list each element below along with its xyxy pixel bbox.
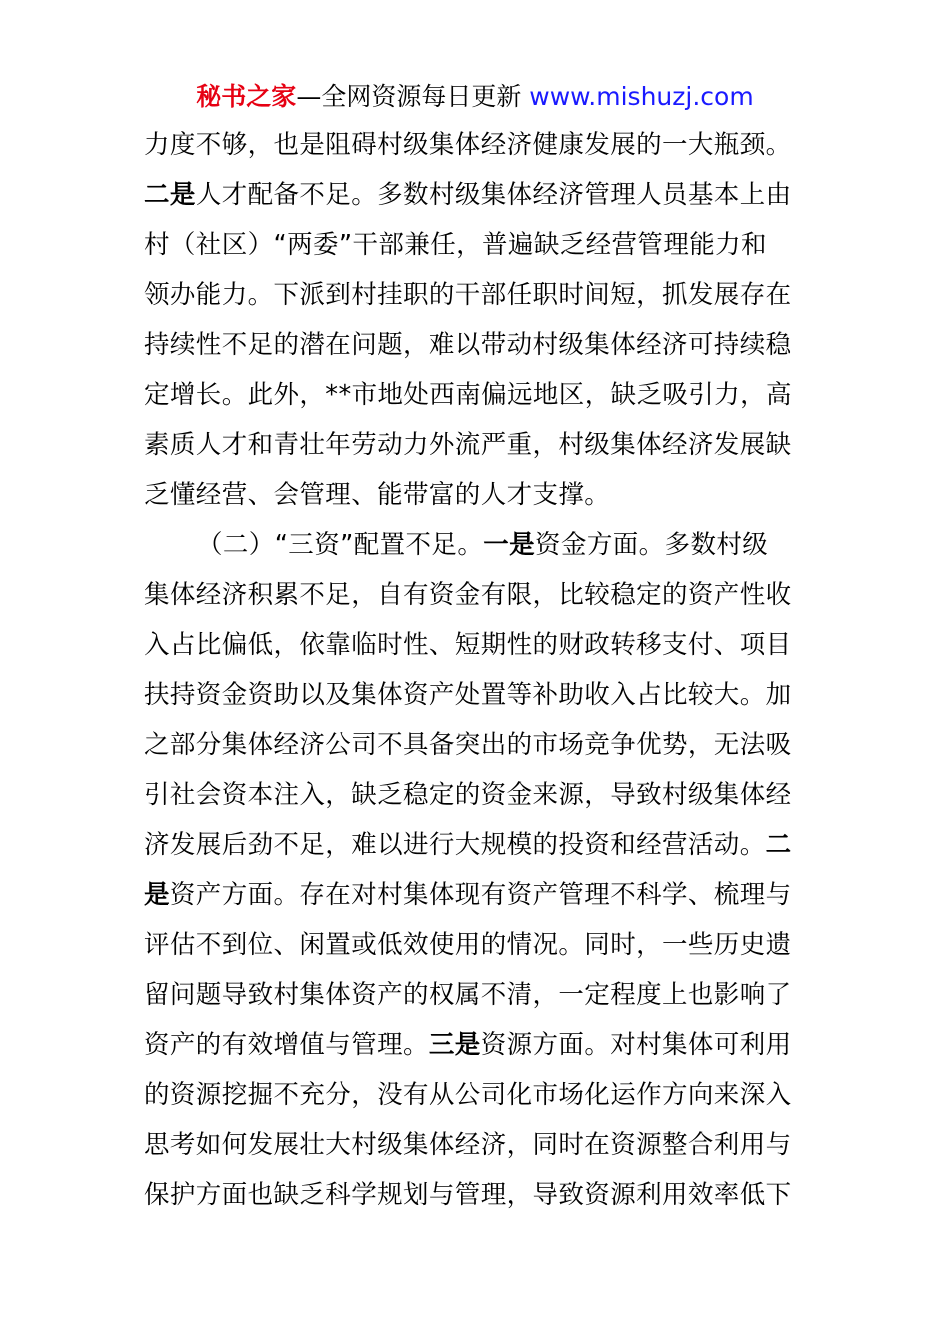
text-line: 思考如何发展壮大村级集体经济，同时在资源整合利用与 (144, 1130, 792, 1160)
text-line: 是资产方面。存在对村集体现有资产管理不科学、梳理与 (144, 880, 792, 910)
text-line: 乏懂经营、会管理、能带富的人才支撑。 (144, 480, 611, 510)
text-line: 济发展后劲不足，难以进行大规模的投资和经营活动。二 (144, 830, 792, 860)
section-heading-line: （二）“三资”配置不足。一是资金方面。多数村级 (197, 530, 769, 560)
text-line: 力度不够，也是阻碍村级集体经济健康发展的一大瓶颈。 (144, 130, 792, 160)
text-line: 资产的有效增值与管理。三是资源方面。对村集体可利用 (144, 1030, 792, 1060)
text-line: 保护方面也缺乏科学规划与管理，导致资源利用效率低下 (144, 1180, 792, 1210)
document-body (144, 120, 824, 1220)
text-line: 村（社区）“两委”干部兼任，普遍缺乏经营管理能力和 (144, 230, 767, 260)
text-line: 评估不到位、闲置或低效使用的情况。同时，一些历史遗 (144, 930, 792, 960)
text-line: 定增长。此外，**市地处西南偏远地区，缺乏吸引力，高 (144, 380, 792, 410)
text-line: 留问题导致村集体资产的权属不清，一定程度上也影响了 (144, 980, 792, 1010)
text-line: 引社会资本注入，缺乏稳定的资金来源，导致村级集体经 (144, 780, 792, 810)
text-line: 之部分集体经济公司不具备突出的市场竞争优势，无法吸 (144, 730, 792, 760)
text-line: 入占比偏低，依靠临时性、短期性的财政转移支付、项目 (144, 630, 792, 660)
site-url[interactable]: www.mishuzj.com (529, 82, 754, 111)
site-brand: 秘书之家 (196, 82, 297, 111)
site-tagline: —全网资源每日更新 (296, 82, 530, 111)
text-line: 领办能力。下派到村挂职的干部任职时间短，抓发展存在 (144, 280, 792, 310)
text-line: 二是人才配备不足。多数村级集体经济管理人员基本上由 (144, 180, 792, 210)
text-line: 的资源挖掘不充分，没有从公司化市场化运作方向来深入 (144, 1080, 792, 1110)
text-line: 集体经济积累不足，自有资金有限，比较稳定的资产性收 (144, 580, 792, 610)
page-header (0, 80, 950, 114)
text-line: 素质人才和青壮年劳动力外流严重，村级集体经济发展缺 (144, 430, 792, 460)
text-line: 扶持资金资助以及集体资产处置等补助收入占比较大。加 (144, 680, 792, 710)
text-line: 持续性不足的潜在问题，难以带动村级集体经济可持续稳 (144, 330, 792, 360)
